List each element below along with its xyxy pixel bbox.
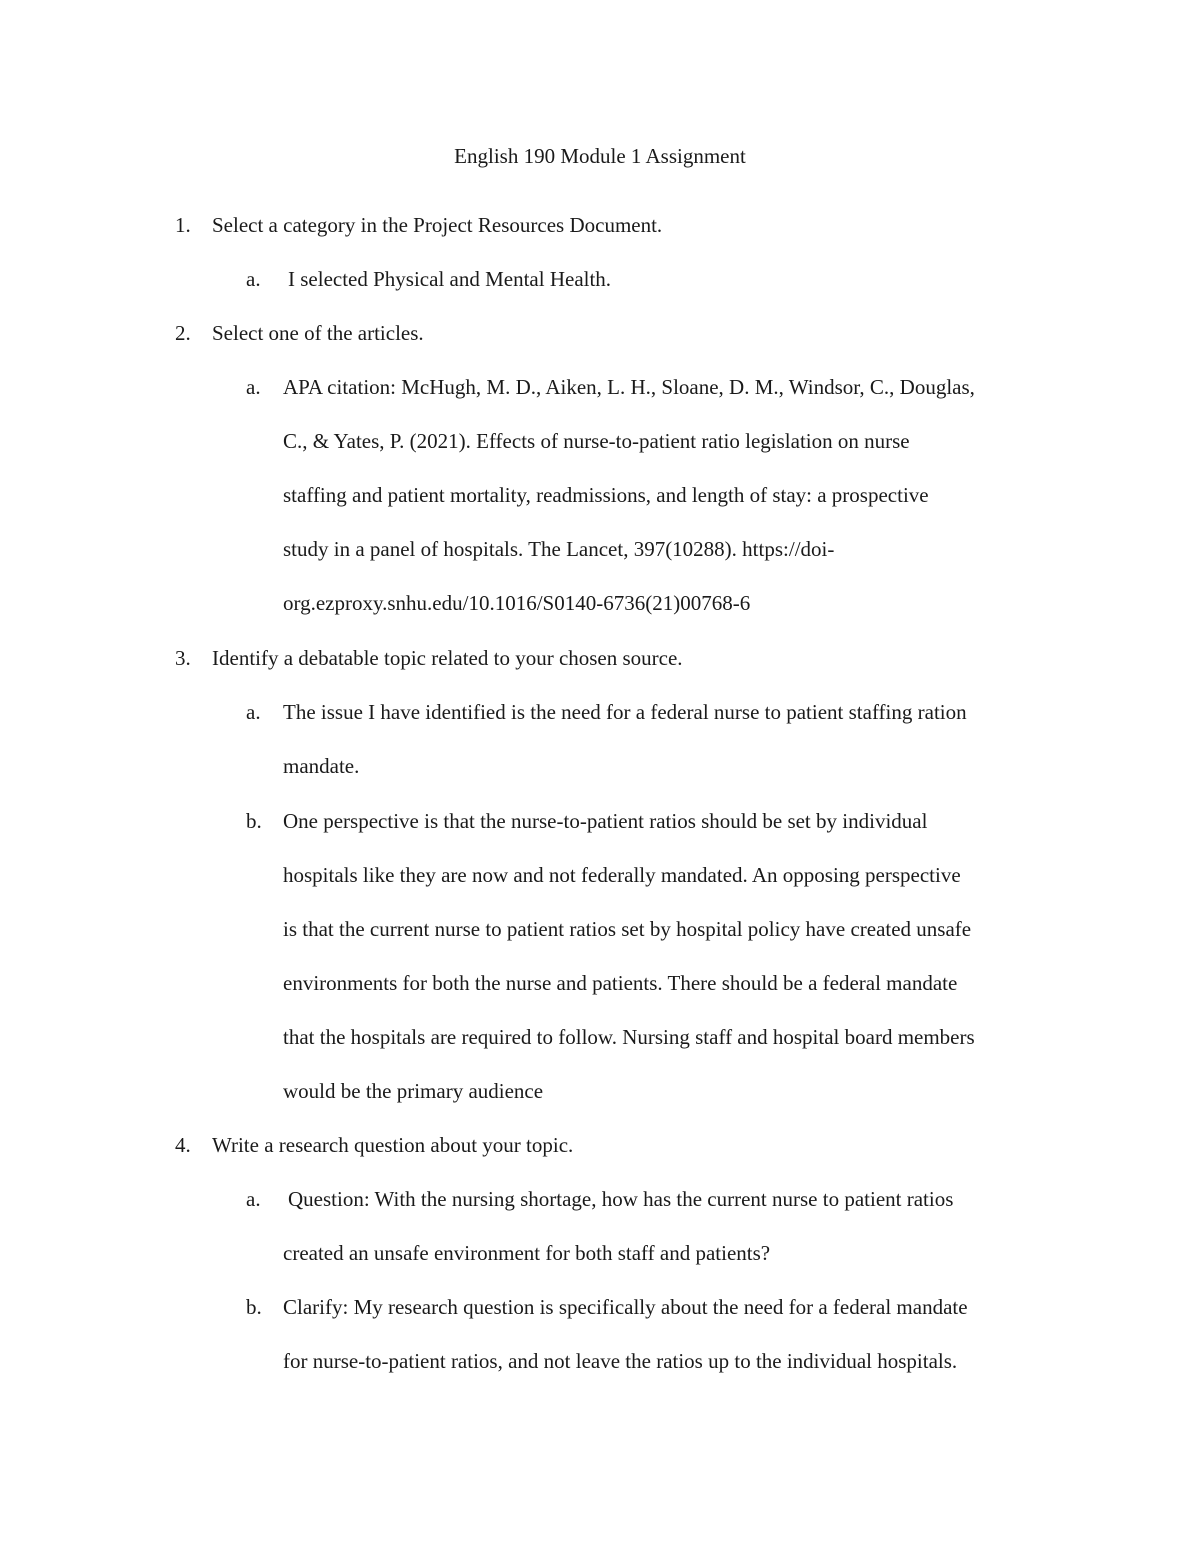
- sub-marker-2a: a.: [246, 375, 261, 399]
- sub-item-line: is that the current nurse to patient ratios set by hospital policy have created unsafe: [283, 917, 972, 941]
- sub-item-line: study in a panel of hospitals. The Lancet, 397(10288). https://doi-: [283, 537, 835, 561]
- sub-item-line: C., & Yates, P. (2021). Effects of nurse-to-patient ratio legislation on nurse: [283, 429, 910, 453]
- sub-item-2a: [283, 360, 975, 630]
- sub-marker-3a: a.: [246, 700, 261, 724]
- sub-item-4a: [283, 1172, 953, 1280]
- sub-item-line: would be the primary audience: [283, 1079, 544, 1103]
- sub-item-line: APA citation: McHugh, M. D., Aiken, L. H., Sloane, D. M., Windsor, C., Douglas,: [283, 375, 975, 399]
- list-marker-1: 1.: [175, 213, 191, 237]
- sub-item-line: for nurse-to-patient ratios, and not leave the ratios up to the individual hospitals.: [283, 1349, 958, 1373]
- document-title: English 190 Module 1 Assignment: [454, 144, 746, 168]
- list-item-3: Identify a debatable topic related to your chosen source.: [212, 646, 683, 670]
- list-item-2: Select one of the articles.: [212, 321, 424, 345]
- list-marker-2: 2.: [175, 321, 191, 345]
- sub-item-line: Clarify: My research question is specifically about the need for a federal mandate: [283, 1295, 968, 1319]
- list-item-1: Select a category in the Project Resources Document.: [212, 213, 663, 237]
- sub-item-line: hospitals like they are now and not federally mandated. An opposing perspective: [283, 863, 961, 887]
- sub-marker-4a: a.: [246, 1187, 261, 1211]
- sub-item-line: environments for both the nurse and patients. There should be a federal mandate: [283, 971, 958, 995]
- sub-item-line: One perspective is that the nurse-to-patient ratios should be set by individual: [283, 809, 928, 833]
- sub-item-line: that the hospitals are required to follow. Nursing staff and hospital board members: [283, 1025, 975, 1049]
- sub-item-line: Question: With the nursing shortage, how has the current nurse to patient ratios: [288, 1187, 954, 1211]
- list-marker-4: 4.: [175, 1133, 191, 1157]
- sub-item-line: The issue I have identified is the need for a federal nurse to patient staffing ration: [283, 700, 967, 724]
- sub-item-line: I selected Physical and Mental Health.: [288, 267, 612, 291]
- sub-item-line: mandate.: [283, 754, 360, 778]
- sub-item-3b: [283, 794, 975, 1118]
- sub-marker-4b: b.: [246, 1295, 262, 1319]
- sub-item-4b: [283, 1280, 968, 1388]
- list-item-4: Write a research question about your topic.: [212, 1133, 574, 1157]
- sub-item-line: created an unsafe environment for both staff and patients?: [283, 1241, 771, 1265]
- sub-item-1a: [288, 252, 611, 306]
- sub-item-3a: [283, 685, 967, 793]
- list-marker-3: 3.: [175, 646, 191, 670]
- sub-marker-3b: b.: [246, 809, 262, 833]
- sub-marker-1a: a.: [246, 267, 261, 291]
- sub-item-line: staffing and patient mortality, readmissions, and length of stay: a prospective: [283, 483, 929, 507]
- sub-item-line: org.ezproxy.snhu.edu/10.1016/S0140-6736(21)00768-6: [283, 591, 751, 615]
